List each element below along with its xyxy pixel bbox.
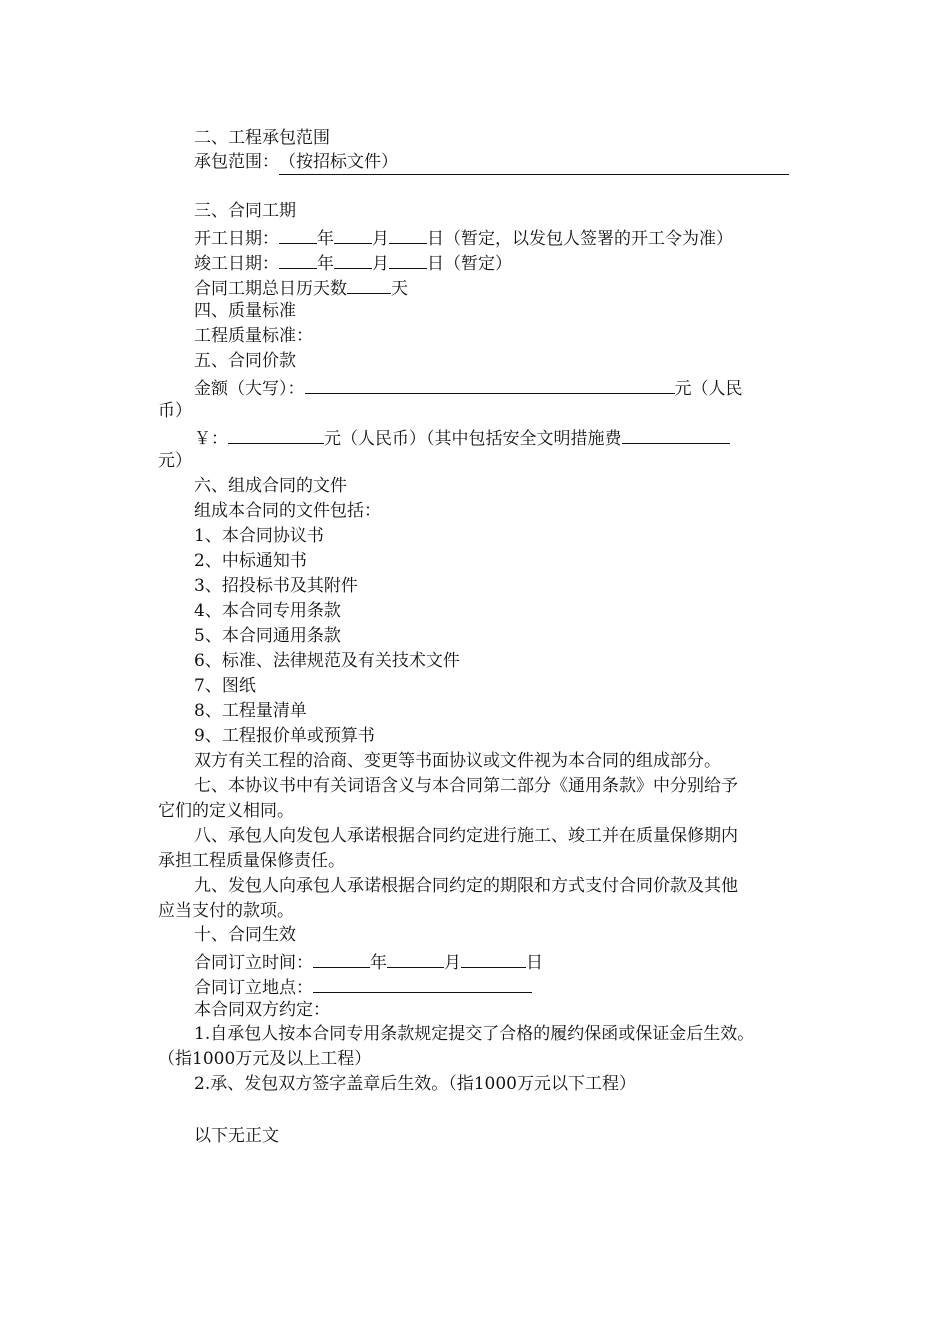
section-7-line-1: 七、本协议书中有关词语含义与本合同第二部分《通用条款》中分别给予: [194, 776, 738, 796]
yen-label: ￥：: [194, 429, 228, 449]
section-3-heading: 三、合同工期: [194, 201, 296, 221]
section-2-heading: 二、工程承包范围: [194, 128, 330, 148]
year-label: 年: [317, 229, 334, 249]
end-date-note: 日（暂定）: [427, 254, 512, 274]
section-6-heading: 六、组成合同的文件: [194, 476, 347, 496]
scope-label: 承包范围：: [194, 152, 279, 172]
condition-2: 2.承、发包双方签字盖章后生效。（指1000万元以下工程）: [194, 1074, 636, 1094]
section-10-heading: 十、合同生效: [194, 925, 296, 945]
scope-value: （按招标文件）: [279, 150, 789, 175]
end-day-blank: [389, 249, 427, 269]
section-7-line-2: 它们的定义相同。: [158, 801, 294, 821]
amount-words-label: 金额（大写）：: [194, 379, 305, 399]
amount-figures-blank: [228, 424, 324, 444]
month-label: 月: [444, 953, 461, 973]
section-4-heading: 四、质量标准: [194, 301, 296, 321]
start-date-note: 日（暂定，以发包人签署的开工令为准）: [427, 229, 733, 249]
signing-time-label: 合同订立时间：: [194, 953, 313, 973]
amount-figures-unit: 元（人民币）（其中包括安全文明措施费: [324, 429, 622, 449]
start-date-label: 开工日期：: [194, 229, 279, 249]
document-item: 2、中标通知书: [194, 551, 307, 571]
section-8-line-1: 八、承包人向发包人承诺根据合同约定进行施工、竣工并在质量保修期内: [194, 826, 738, 846]
month-label: 月: [372, 254, 389, 274]
end-date-line: [194, 249, 512, 273]
end-date-label: 竣工日期：: [194, 254, 279, 274]
end-of-text: 以下无正文: [194, 1126, 279, 1146]
document-item: 4、本合同专用条款: [194, 601, 341, 621]
amount-figures-line: [194, 424, 730, 448]
section-9-line-1: 九、发包人向承包人承诺根据合同约定的期限和方式支付合同价款及其他: [194, 876, 738, 896]
section-9-line-2: 应当支付的款项。: [158, 901, 294, 921]
agreement-label: 本合同双方约定：: [194, 1000, 330, 1020]
month-label: 月: [372, 229, 389, 249]
amount-words-blank: [305, 374, 675, 394]
signing-day-blank: [461, 948, 526, 968]
signing-time-line: [194, 948, 543, 972]
documents-intro: 组成本合同的文件包括：: [194, 501, 381, 521]
signing-month-blank: [387, 948, 444, 968]
documents-note: 双方有关工程的洽商、变更等书面协议或文件视为本合同的组成部分。: [194, 751, 721, 771]
signing-place-line: [194, 973, 532, 997]
amount-words-line: [194, 374, 743, 398]
day-label: 日: [526, 953, 543, 973]
amount-unit-continued: 币）: [158, 401, 192, 421]
condition-1-note: （指1000万元及以上工程）: [158, 1049, 372, 1069]
condition-1: 1.自承包人按本合同专用条款规定提交了合格的履约保函或保证金后生效。: [194, 1024, 755, 1044]
section-5-heading: 五、合同价款: [194, 351, 296, 371]
amount-unit: 元（人民: [674, 379, 743, 399]
section-8-line-2: 承担工程质量保修责任。: [158, 851, 345, 871]
quality-standard-label: 工程质量标准：: [194, 326, 313, 346]
end-month-blank: [334, 249, 372, 269]
document-item: 6、标准、法律规范及有关技术文件: [194, 651, 460, 671]
signing-year-blank: [313, 948, 370, 968]
days-unit: 天: [391, 279, 408, 299]
document-item: 7、图纸: [194, 676, 256, 696]
signing-place-blank: [313, 973, 532, 993]
signing-place-label: 合同订立地点：: [194, 978, 313, 998]
safety-fee-blank: [622, 424, 730, 444]
document-item: 5、本合同通用条款: [194, 626, 341, 646]
total-days-label: 合同工期总日历天数: [194, 279, 347, 299]
year-label: 年: [370, 953, 387, 973]
start-day-blank: [389, 224, 427, 244]
total-days-line: [194, 274, 408, 298]
document-item: 1、本合同协议书: [194, 526, 324, 546]
year-label: 年: [317, 254, 334, 274]
document-item: 8、工程量清单: [194, 701, 307, 721]
start-year-blank: [279, 224, 317, 244]
start-date-line: [194, 224, 733, 248]
scope-line: [194, 150, 789, 174]
total-days-blank: [347, 274, 391, 294]
document-item: 3、招投标书及其附件: [194, 576, 358, 596]
safety-fee-unit: 元）: [158, 451, 192, 471]
document-item: 9、工程报价单或预算书: [194, 726, 375, 746]
start-month-blank: [334, 224, 372, 244]
end-year-blank: [279, 249, 317, 269]
